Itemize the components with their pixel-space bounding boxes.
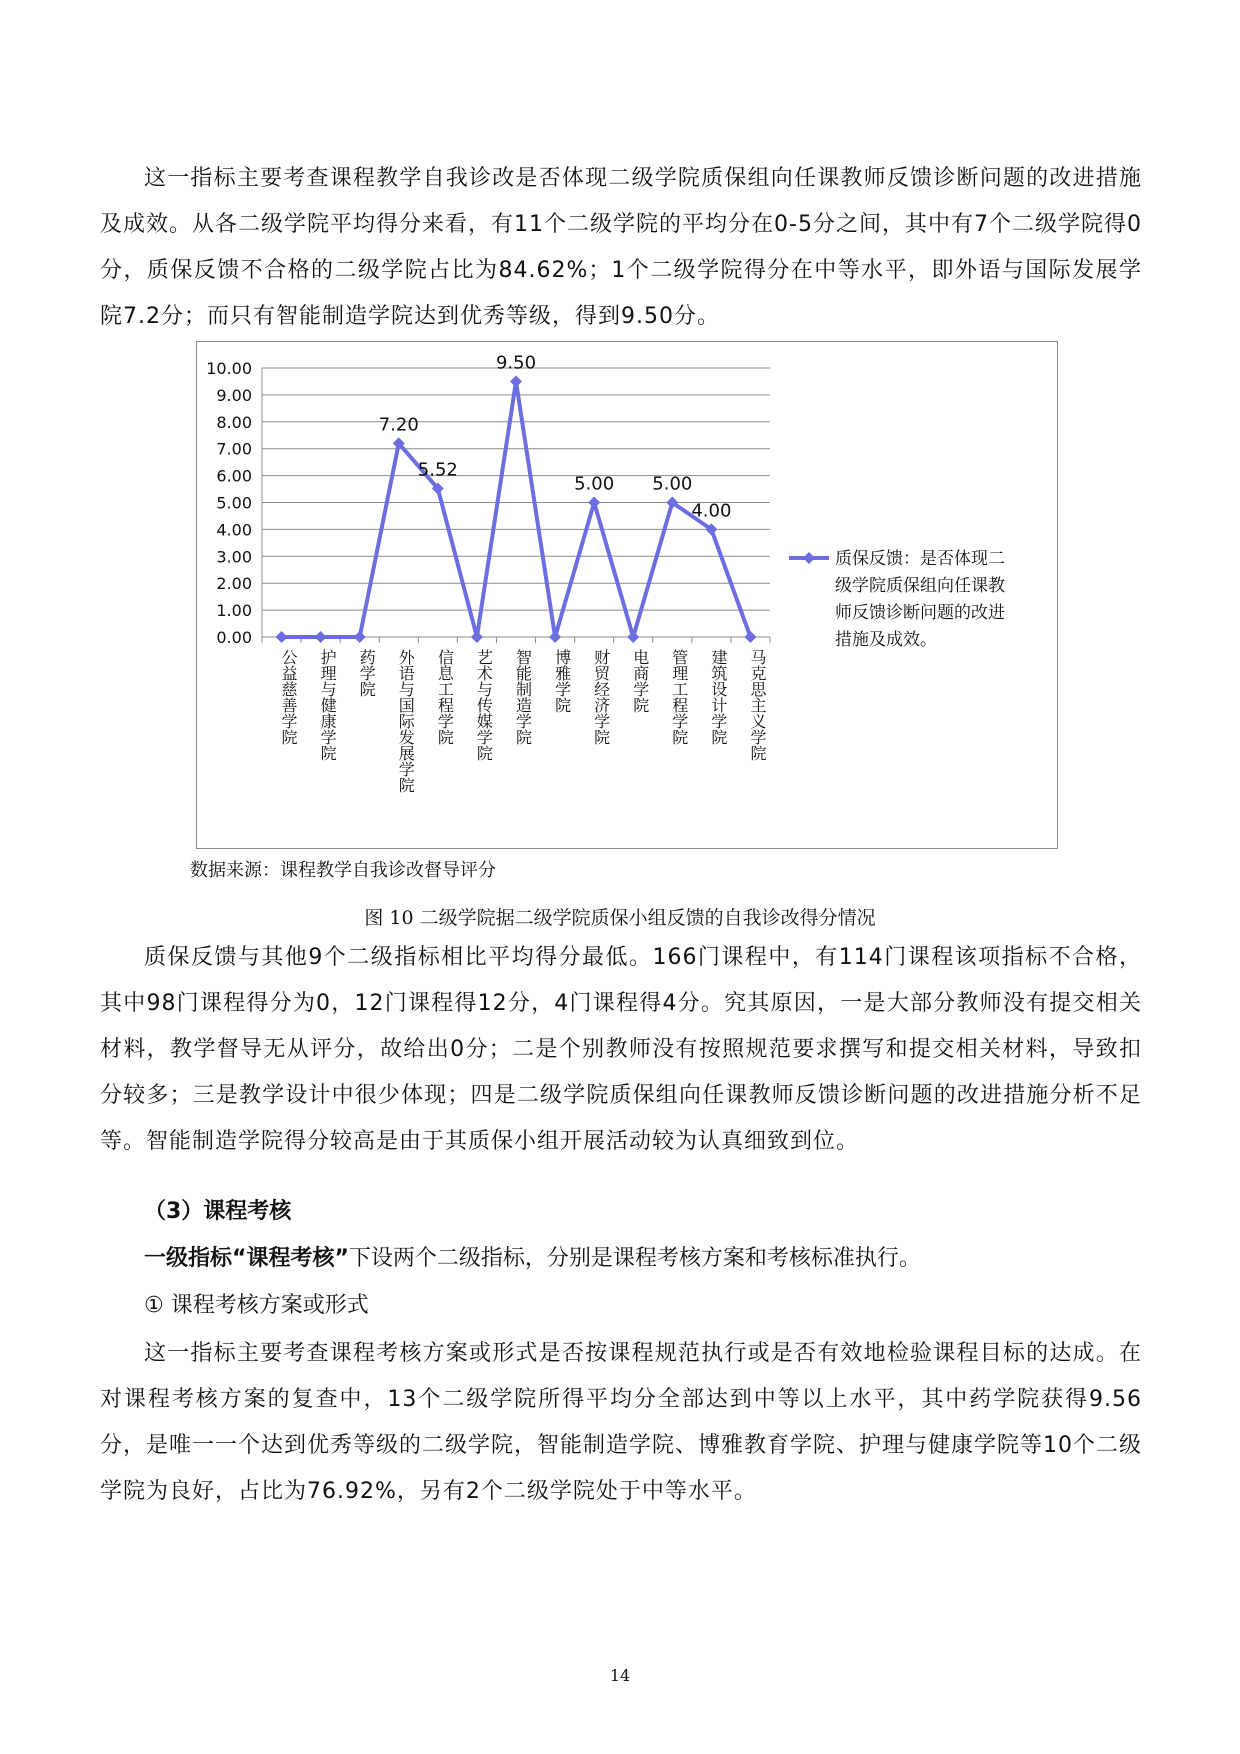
data-point-marker (549, 631, 561, 643)
indicator-bold: 一级指标“课程考核” (144, 1246, 349, 1271)
x-category-label: 药学院 (357, 649, 377, 697)
data-point-marker (744, 631, 756, 643)
x-category-label: 管理工程学院 (669, 649, 689, 745)
y-tick-label: 2.00 (216, 574, 252, 594)
line-chart (196, 341, 1058, 849)
data-label: 9.50 (495, 352, 537, 374)
legend-label: 质保反馈：是否体现二 (835, 549, 1005, 569)
legend-label: 措施及成效。 (835, 630, 937, 650)
data-label: 7.20 (378, 414, 419, 436)
x-category-label: 建筑设计学院 (708, 649, 728, 745)
y-tick-label: 9.00 (216, 385, 252, 405)
x-category-label: 电商学院 (630, 649, 650, 713)
data-point-marker (627, 631, 639, 643)
y-tick-label: 10.00 (206, 359, 252, 378)
y-tick-label: 4.00 (216, 520, 252, 540)
data-label: 4.00 (691, 500, 732, 522)
x-category-label: 护理与健康学院 (318, 649, 338, 761)
data-label: 5.52 (417, 459, 458, 481)
intro-paragraph: 这一指标主要考查课程教学自我诊改是否体现二级学院质保组向任课教师反馈诊断问题的改进措施及成效。从各二级学院平均得分来看，有11个二级学院的平均分在0-5分之间，其中有7个二级学院得0分，质保反馈不合格的二级学院占比为84.62%；1个二级学院得分在中等水平，即外语与国际发展学院7.2分；而只有智能制造学院达到优秀等级，得到9.50分。 (100, 166, 1142, 329)
indicator-rest: 下设两个二级指标，分别是课程考核方案和考核标准执行。 (348, 1246, 921, 1271)
data-point-marker (276, 631, 288, 643)
y-tick-label: 5.00 (216, 493, 252, 513)
data-point-marker (471, 631, 483, 643)
data-point-marker (588, 497, 600, 509)
x-category-label: 博雅学院 (552, 649, 572, 713)
figure-caption: 图 10 二级学院据二级学院质保小组反馈的自我诊改得分情况 (364, 907, 876, 929)
data-point-marker (315, 631, 327, 643)
y-tick-label: 1.00 (216, 601, 252, 621)
series-line (282, 381, 751, 637)
chart-svg (197, 342, 1059, 850)
legend-marker (803, 552, 815, 564)
legend-label: 级学院质保组向任课教 (835, 576, 1005, 596)
y-tick-label: 3.00 (216, 547, 252, 567)
assessment-paragraph: 这一指标主要考查课程考核方案或形式是否按课程规范执行或是否有效地检验课程目标的达成。在对课程考核方案的复查中，13个二级学院所得平均分全部达到中等以上水平，其中药学院获得9.56分，是唯一一个达到优秀等级的二级学院，智能制造学院、博雅教育学院、护理与健康学院等10个二级学院为良好，占比为76.92%，另有2个二级学院处于中等水平。 (100, 1341, 1142, 1504)
data-label: 5.00 (574, 473, 615, 495)
indicator-sentence (144, 1236, 921, 1282)
data-point-marker (510, 375, 522, 387)
x-category-label: 信息工程学院 (435, 649, 455, 745)
y-tick-label: 0.00 (216, 628, 252, 647)
data-source-note: 数据来源：课程教学自我诊改督导评分 (190, 860, 496, 881)
x-category-label: 智能制造学院 (513, 649, 533, 745)
y-tick-label: 6.00 (216, 466, 252, 486)
sub-heading: ① 课程考核方案或形式 (144, 1293, 369, 1318)
x-category-label: 马克思主义学院 (747, 649, 767, 761)
y-tick-label: 8.00 (216, 412, 252, 432)
data-point-marker (354, 631, 366, 643)
page-number: 14 (609, 1666, 631, 1685)
legend-label: 师反馈诊断问题的改进 (835, 603, 1005, 623)
x-category-label: 外语与国际发展学院 (396, 649, 416, 793)
y-tick-label: 7.00 (216, 439, 252, 459)
x-category-label: 艺术与传媒学院 (474, 649, 494, 761)
x-category-label: 公益慈善学院 (279, 649, 299, 745)
section-heading: （3）课程考核 (144, 1199, 292, 1224)
analysis-paragraph: 质保反馈与其他9个二级指标相比平均得分最低。166门课程中，有114门课程该项指标不合格，其中98门课程得分为0，12门课程得12分，4门课程得4分。究其原因，一是大部分教师没有提交相关材料，教学督导无从评分，故给出0分；二是个别教师没有按照规范要求撰写和提交相关材料，导致扣分较多；三是教学设计中很少体现；四是二级学院质保组向任课教师反馈诊断问题的改进措施分析不足等。智能制造学院得分较高是由于其质保小组开展活动较为认真细致到位。 (100, 945, 1142, 1154)
x-category-label: 财贸经济学院 (591, 649, 611, 745)
data-label: 5.00 (652, 473, 693, 495)
